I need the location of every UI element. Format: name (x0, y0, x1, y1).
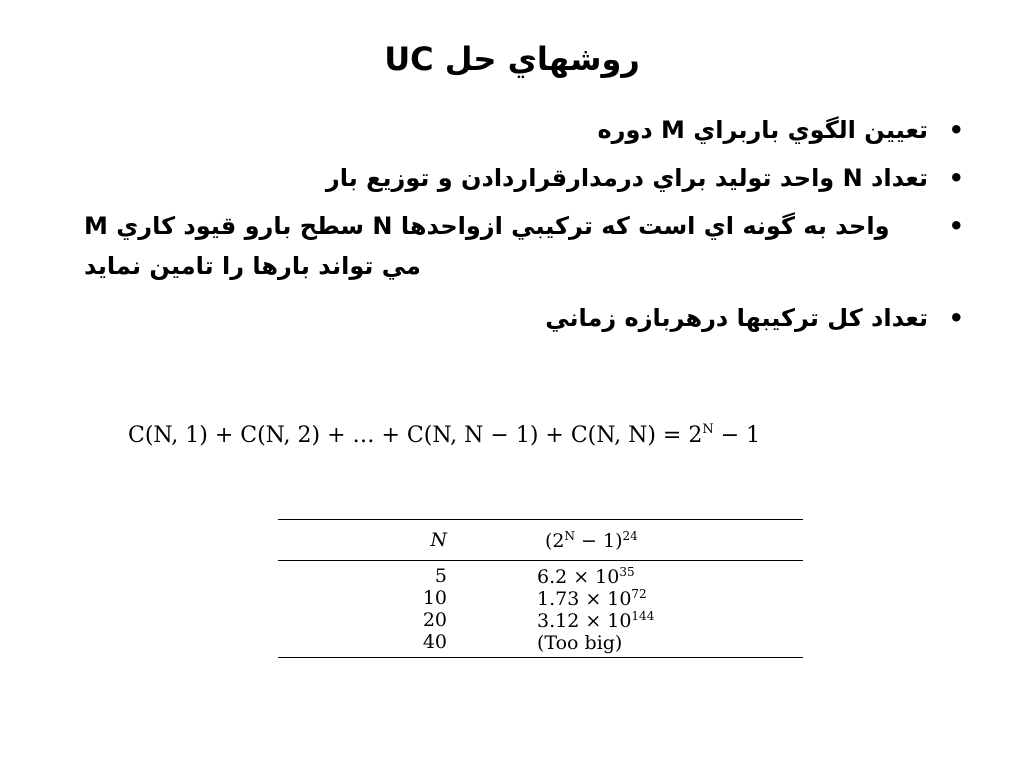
cell-n: 10 (422, 587, 447, 609)
cell-value: $6.2 \times 10^{35}$ (537, 564, 635, 588)
bullet-item (84, 110, 964, 150)
bullet-text: تعيين الگوي باربراي M دوره (597, 116, 928, 144)
header-value: $(2^N - 1)^{24}$ (545, 528, 638, 552)
bullet-item (84, 298, 964, 338)
bullet-marker: • (948, 164, 964, 192)
bullet-marker: • (948, 212, 964, 240)
table-row (278, 609, 803, 631)
bullet-marker: • (948, 304, 964, 332)
table-header-row (278, 520, 803, 560)
formula-exponent: N (702, 422, 714, 437)
combinations-table (278, 519, 803, 658)
cell-value: (Too big) (537, 631, 623, 654)
table-body (278, 561, 803, 657)
bullet-text: تعداد كل تركيبها درهربازه زماني (545, 304, 928, 332)
table-bottom-rule (278, 657, 803, 658)
cell-value: $3.12 \times 10^{144}$ (537, 608, 655, 632)
bullet-marker: • (948, 116, 964, 144)
bullet-item (84, 206, 964, 286)
bullet-text: تعداد N واحد توليد براي درمدارقراردادن و توزيع بار (325, 164, 928, 192)
cell-n: 40 (422, 631, 447, 653)
slide-title: روشهاي حل UC (384, 40, 640, 78)
header-n: N (430, 529, 447, 551)
formula-base: C(N, 1) + C(N, 2) + … + C(N, N − 1) + C(N, N) = 2 (128, 423, 703, 448)
formula-tail: − 1 (713, 423, 761, 448)
table-row (278, 631, 803, 653)
cell-n: 20 (422, 609, 447, 631)
bullet-list (84, 110, 964, 352)
combination-formula (128, 422, 760, 448)
table-row (278, 565, 803, 587)
table-row (278, 587, 803, 609)
cell-n: 5 (434, 565, 447, 587)
cell-value: $1.73 \times 10^{72}$ (537, 586, 647, 610)
bullet-item (84, 158, 964, 198)
bullet-text: M سطح بارو قيود كاري N واحد به گونه اي است كه تركيبي ازواحدها مي تواند بارها را تامين نمايد (84, 212, 890, 280)
